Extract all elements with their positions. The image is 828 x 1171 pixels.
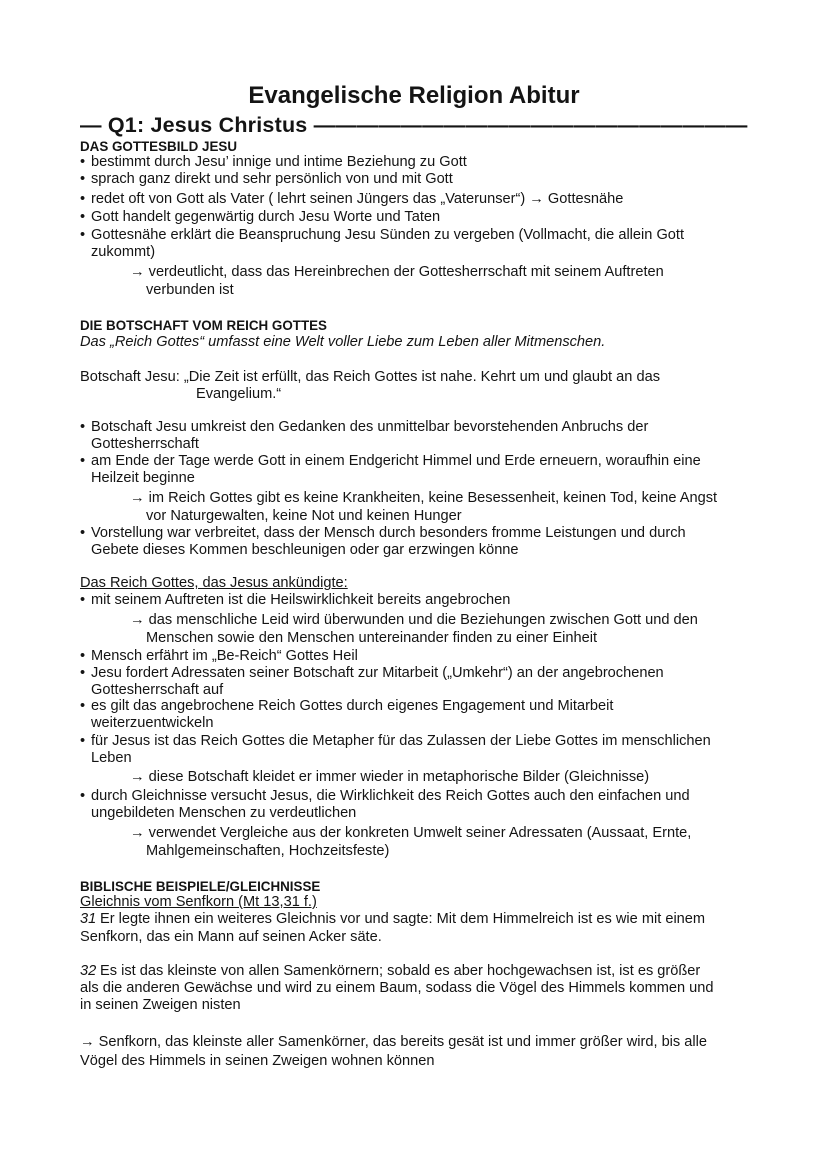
list-item-continuation: Gebete dieses Kommen beschleunigen oder gar erzwingen könne [91, 542, 519, 558]
list-item-continuation: Gottesherrschaft [91, 436, 199, 452]
section-heading-gottesbild: DAS GOTTESBILD JESU [80, 139, 237, 154]
bullet-marker: • [80, 453, 86, 469]
arrow-note-continuation: Menschen sowie den Menschen untereinander finden zu einer Einheit [146, 630, 598, 646]
bullet-marker: • [80, 227, 86, 243]
section-heading-botschaft: DIE BOTSCHAFT VOM REICH GOTTES [80, 318, 327, 333]
verse-text-continuation: als die anderen Gewächse und wird zu einem Baum, sodass die Vögel des Himmels kommen und [80, 980, 714, 996]
list-item-continuation: zukommt) [91, 244, 156, 260]
list-item: Jesu fordert Adressaten seiner Botschaft zur Mitarbeit („Umkehr“) an der angebrochenen [91, 665, 664, 681]
list-item-continuation: weiterzuentwickeln [91, 715, 214, 731]
bullet-marker: • [80, 154, 86, 170]
bullet-marker: • [80, 191, 86, 207]
list-item-continuation: Gottesherrschaft auf [91, 682, 224, 698]
list-item-continuation: Heilzeit beginne [91, 470, 195, 486]
section-heading-reich-gottes: Das Reich Gottes, das Jesus ankündigte: [80, 575, 348, 591]
summary-arrow-note: → Senfkorn, das kleinste aller Samenkörner, das bereits gesät ist und immer größer wird, bis alle [80, 1034, 707, 1050]
parable-title: Gleichnis vom Senfkorn (Mt 13,31 f.) [80, 894, 317, 910]
list-item: für Jesus ist das Reich Gottes die Metapher für das Zulassen der Liebe Gottes im menschlichen [91, 733, 711, 749]
list-item: am Ende der Tage werde Gott in einem Endgericht Himmel und Erde erneuern, woraufhin eine [91, 453, 701, 469]
arrow-note: → das menschliche Leid wird überwunden und die Beziehungen zwischen Gott und den [130, 612, 698, 628]
verse-text-continuation: in seinen Zweigen nisten [80, 997, 241, 1013]
section-heading-gleichnisse: BIBLISCHE BEISPIELE/GLEICHNISSE [80, 879, 321, 894]
list-item: durch Gleichnisse versucht Jesus, die Wirklichkeit des Reich Gottes auch den einfachen und [91, 788, 690, 804]
arrow-note: → im Reich Gottes gibt es keine Krankheiten, keine Besessenheit, keinen Tod, keine Angst [130, 490, 718, 506]
arrow-note-continuation: verbunden ist [146, 282, 234, 298]
arrow-note: → diese Botschaft kleidet er immer wieder in metaphorische Bilder (Gleichnisse) [130, 769, 650, 785]
arrow-note-continuation: Mahlgemeinschaften, Hochzeitsfeste) [146, 843, 390, 859]
list-item: Vorstellung war verbreitet, dass der Mensch durch besonders fromme Leistungen und durch [91, 525, 686, 541]
bullet-marker: • [80, 698, 86, 714]
list-item: redet oft von Gott als Vater ( lehrt seinen Jüngers das „Vaterunser“) → Gottesnähe [91, 191, 624, 207]
summary-arrow-note-continuation: Vögel des Himmels in seinen Zweigen wohnen können [80, 1053, 435, 1069]
verse-number: 32 [80, 963, 97, 979]
quote-line-continuation: Evangelium.“ [196, 386, 282, 402]
bullet-marker: • [80, 592, 86, 608]
bullet-marker: • [80, 209, 86, 225]
list-item: Gott handelt gegenwärtig durch Jesu Worte und Taten [91, 209, 441, 225]
bullet-marker: • [80, 525, 86, 541]
arrow-note: → verwendet Vergleiche aus der konkreten Umwelt seiner Adressaten (Aussaat, Ernte, [130, 825, 692, 841]
page-title: Evangelische Religion Abitur [248, 82, 580, 109]
bullet-marker: • [80, 171, 86, 187]
list-item: sprach ganz direkt und sehr persönlich von und mit Gott [91, 171, 453, 187]
bullet-marker: • [80, 419, 86, 435]
bullet-marker: • [80, 733, 86, 749]
bullet-marker: • [80, 648, 86, 664]
list-item: es gilt das angebrochene Reich Gottes durch eigenes Engagement und Mitarbeit [91, 698, 614, 714]
verse-number: 31 [80, 911, 97, 927]
arrow-note-continuation: vor Naturgewalten, keine Not und keinen Hunger [146, 508, 462, 524]
bullet-marker: • [80, 665, 86, 681]
list-item-continuation: Leben [91, 750, 132, 766]
verse-text: Es ist das kleinste von allen Samenkörnern; sobald es aber hochgewachsen ist, ist es größer [100, 963, 701, 979]
chapter-heading: — Q1: Jesus Christus ———————————————————— [80, 113, 748, 137]
verse-text: Er legte ihnen ein weiteres Gleichnis vor und sagte: Mit dem Himmelreich ist es wie mit einem [100, 911, 706, 927]
verse-text-continuation: Senfkorn, das ein Mann auf seinen Acker säte. [80, 929, 382, 945]
bullet-marker: • [80, 788, 86, 804]
quote-line: Botschaft Jesu: „Die Zeit ist erfüllt, das Reich Gottes ist nahe. Kehrt um und glaubt an das [80, 369, 660, 385]
list-item: Gottesnähe erklärt die Beanspruchung Jesu Sünden zu vergeben (Vollmacht, die allein Gott [91, 227, 685, 243]
section-intro: Das „Reich Gottes“ umfasst eine Welt voller Liebe zum Leben aller Mitmenschen. [80, 334, 606, 350]
arrow-note: → verdeutlicht, dass das Hereinbrechen der Gottesherrschaft mit seinem Auftreten [130, 264, 664, 280]
list-item: Botschaft Jesu umkreist den Gedanken des unmittelbar bevorstehenden Anbruchs der [91, 419, 649, 435]
list-item: mit seinem Auftreten ist die Heilswirklichkeit bereits angebrochen [91, 592, 511, 608]
list-item-continuation: ungebildeten Menschen zu verdeutlichen [91, 805, 357, 821]
list-item: bestimmt durch Jesu’ innige und intime Beziehung zu Gott [91, 154, 467, 170]
list-item: Mensch erfährt im „Be-Reich“ Gottes Heil [91, 648, 358, 664]
